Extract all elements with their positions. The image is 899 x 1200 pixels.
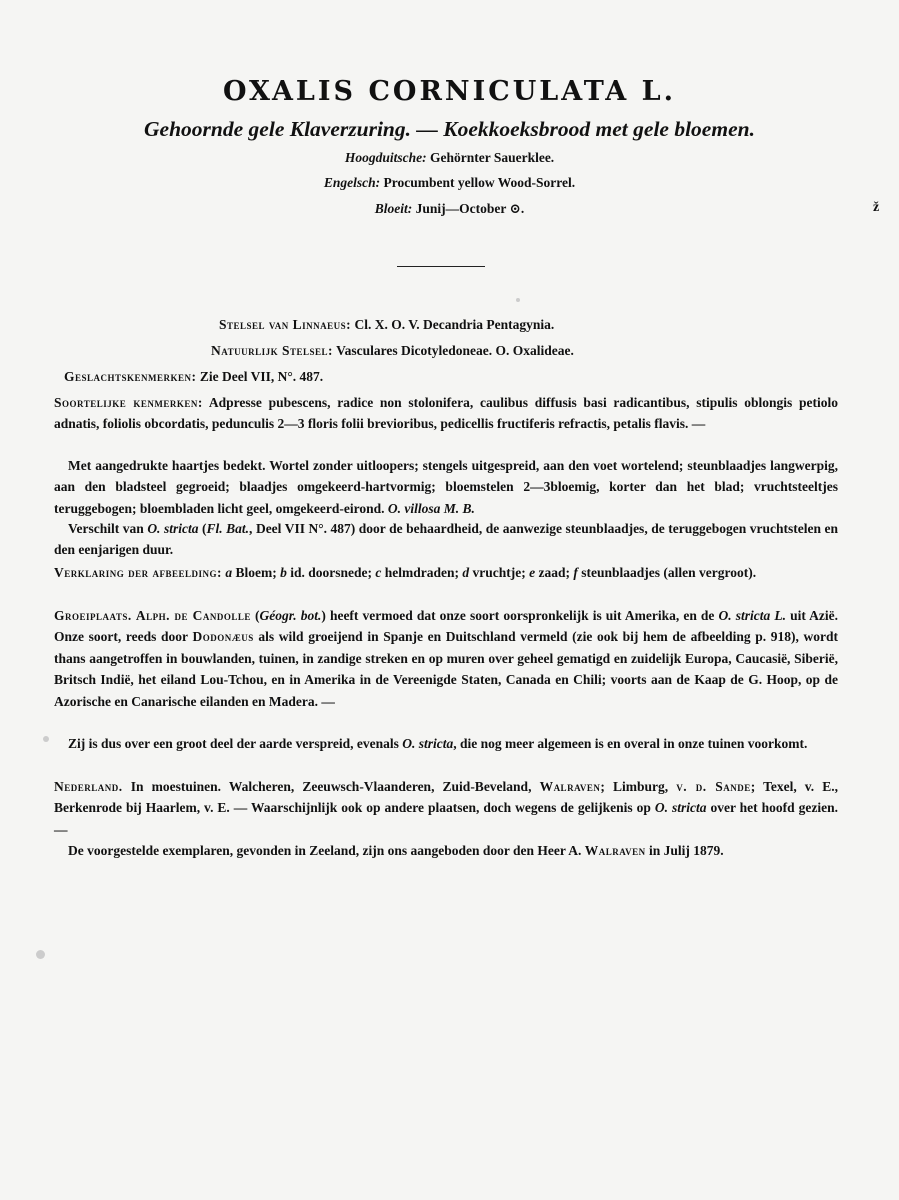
netherlands-walraven: Walraven — [539, 779, 601, 794]
fig-d: d — [462, 565, 470, 580]
closing-text-2: in Julij 1879. — [648, 843, 724, 858]
diff-species: O. stricta — [147, 521, 199, 536]
species-dutch-paragraph — [54, 455, 838, 519]
english-label: Engelsch: — [323, 175, 381, 190]
paper-speck — [36, 950, 45, 959]
closing-name: Walraven — [584, 843, 646, 858]
fig-c: c — [375, 565, 382, 580]
fig-e: e — [529, 565, 536, 580]
netherlands-text-3: ; Texel, v. E., Berkenrode bij Haarlem, v. E. — Waarschijnlijk ook op andere plaatsen, doch wegens de gelijkenis op — [54, 779, 839, 816]
habitat-paragraph: Groeiplaats. Alph. de Candolle (Géogr. bot.) heeft vermoed dat onze soort oorspronkelijk is uit Amerika, en de O. stricta L. uit Azië. Onze soort, reeds door Dodonæus als wild groeijend in Spanje en Duitschland vermeld (zie ook bij hem de afbeelding p. 918), wordt thans aangetroffen in bouwlanden, tuinen, in zandige streken en op muren over geheel gematigd en zuidelijk Europa, Caucasië, Siberië, Britsch Indië, het eiland Lou-Tchou, en in Amerika in de Vereenigde Staten, Canada en Chili; voorts aan de Kaap de G. Hoop, op de Azorische en Canarische eilanden en Madera. — — [54, 608, 839, 709]
netherlands-text-1: In moestuinen. Walcheren, Zeeuwsch-Vlaanderen, Zuid-Beveland, — [130, 779, 532, 794]
habitat-text-1: heeft vermoed dat onze soort oorspronkelijk is uit Amerika, en de — [329, 608, 715, 623]
netherlands-paragraph — [54, 776, 838, 840]
netherlands-label: Nederland. — [54, 779, 123, 794]
german-label: Hoogduitsche: — [344, 150, 427, 165]
species-latin-text: Adpresse pubescens, radice non stolonifera, caulibus diffusis basi radicantibus, stipulis oblongis petiolo adnatis, foliolis obcordatis, pedunculis 2—3 floris folii brevioribus, pedicellis fructiferis refractis, petalis flavis. — — [54, 395, 838, 432]
fig-d-text: vruchtje; — [472, 565, 526, 580]
divider-rule — [397, 266, 485, 267]
english-name-line — [0, 175, 899, 191]
genus-ref: Zie Deel VII, N°. 487. — [199, 369, 324, 384]
genus-line — [64, 369, 323, 385]
fig-b-text: id. doorsnede; — [290, 565, 373, 580]
fig-a: a — [225, 565, 233, 580]
fig-a-text: Bloem; — [235, 565, 277, 580]
netherlands-text-4: over het hoofd gezien. — — [54, 800, 839, 837]
fig-f: f — [573, 565, 578, 580]
bloom-label: Bloeit: — [374, 201, 413, 216]
habitat-text-2: uit Azië. Onze soort, reeds door — [54, 608, 839, 645]
distribution-paragraph — [54, 733, 838, 754]
closing-text-1: De voorgestelde exemplaren, gevonden in Zeeland, zijn ons aangeboden door den Heer A. — [68, 843, 582, 858]
habitat-label: Groeiplaats. — [54, 608, 132, 623]
distribution-species: O. stricta — [402, 736, 454, 751]
fig-e-text: zaad; — [538, 565, 571, 580]
fig-f-text: steunblaadjes (allen vergroot). — [581, 565, 757, 580]
natural-system-line — [211, 343, 574, 359]
habitat-text-3: als wild groeijend in Spanje en Duitschland vermeld (zie ook bij hem de afbeelding p. 918), wordt thans aangetroffen in bouwlanden, tuinen, in zandige streken en op muren over geheel gematigd en zuidelijk Europa, Caucasië, Siberië, Britsch Indië, het eiland Lou-Tchou, en in Amerika in de Vereenigde Staten, Canada en Chili; voorts aan de Kaap de G. Hoop, op de Azorische en Canarische eilanden en Madera. — — [54, 629, 839, 709]
page-title: OXALIS CORNICULATA L. — [222, 76, 677, 107]
diff-post: , Deel VII N°. 487) door de behaardheid, de aanwezige steunblaadjes, de teruggebogen vruchtstelen en den eenjarigen duur. — [54, 521, 839, 558]
diff-ref: Fl. Bat. — [206, 521, 250, 536]
paper-speck — [516, 298, 520, 302]
netherlands-species: O. stricta — [654, 800, 707, 816]
closing-paragraph — [54, 840, 838, 861]
distribution-text-1: Zij is dus over een groot deel der aarde verspreid, evenals — [68, 736, 399, 751]
bloom-period: Junij—October ⊙. — [415, 201, 525, 216]
german-name-line — [0, 150, 899, 166]
linnaeus-class: Cl. X. O. V. Decandria Pentagynia. — [354, 317, 555, 332]
netherlands-sande: v. d. Sande — [676, 779, 751, 794]
stray-mark: ž — [873, 200, 880, 215]
linnaeus-system-line — [219, 317, 554, 333]
netherlands-text-2: ; Limburg, — [600, 779, 669, 794]
bloom-line — [0, 201, 899, 217]
fig-c-text: helmdraden; — [384, 565, 460, 580]
linnaeus-label: Stelsel van Linnaeus: — [219, 317, 352, 332]
natural-label: Natuurlijk Stelsel: — [211, 343, 333, 358]
habitat-dodonaeus: Dodonæus — [192, 629, 254, 645]
paper-speck — [43, 736, 49, 742]
species-label: Soortelijke kenmerken: — [54, 395, 203, 410]
species-dutch-text: Met aangedrukte haartjes bedekt. Wortel zonder uitloopers; stengels uitgespreid, aan den voet wortelend; steunblaadjes langwerpig, aan den bladsteel gegroeid; blaadjes omgekeerd-hartvormig; bloemstelen 2—3bloemig, korter dan het blad; vruchtsteeltjes teruggebogen; bloembladen licht geel, omgekeerd-eirond. — [54, 458, 838, 516]
fig-b: b — [280, 565, 287, 580]
dutch-common-names: Gehoornde gele Klaverzuring. — Koekkoeksbrood met gele bloemen. — [144, 117, 755, 141]
diff-pre: Verschilt van — [68, 521, 144, 536]
species-latin-paragraph — [54, 392, 838, 435]
species-difference-paragraph: Verschilt van O. stricta (Fl. Bat., Deel VII N°. 487) door de behaardheid, de aanwezige steunblaadjes, de teruggebogen vruchtstelen en den eenjarigen duur. — [54, 521, 839, 558]
habitat-author: Alph. de Candolle — [135, 608, 251, 623]
synonym: O. villosa M. B. — [387, 500, 475, 516]
habitat-species: O. stricta L. — [718, 608, 786, 623]
figure-label: Verklaring der afbeelding: — [54, 565, 223, 580]
distribution-text-2: , die nog meer algemeen is en overal in onze tuinen voorkomt. — [453, 736, 808, 751]
habitat-ref: Géogr. bot. — [259, 608, 322, 623]
natural-class: Vasculares Dicotyledoneae. O. Oxalideae. — [336, 343, 574, 358]
figure-legend-paragraph — [54, 562, 838, 583]
german-name: Gehörnter Sauerklee. — [429, 150, 555, 165]
genus-label: Geslachtskenmerken: — [64, 369, 197, 384]
english-name: Procumbent yellow Wood-Sorrel. — [383, 175, 576, 190]
